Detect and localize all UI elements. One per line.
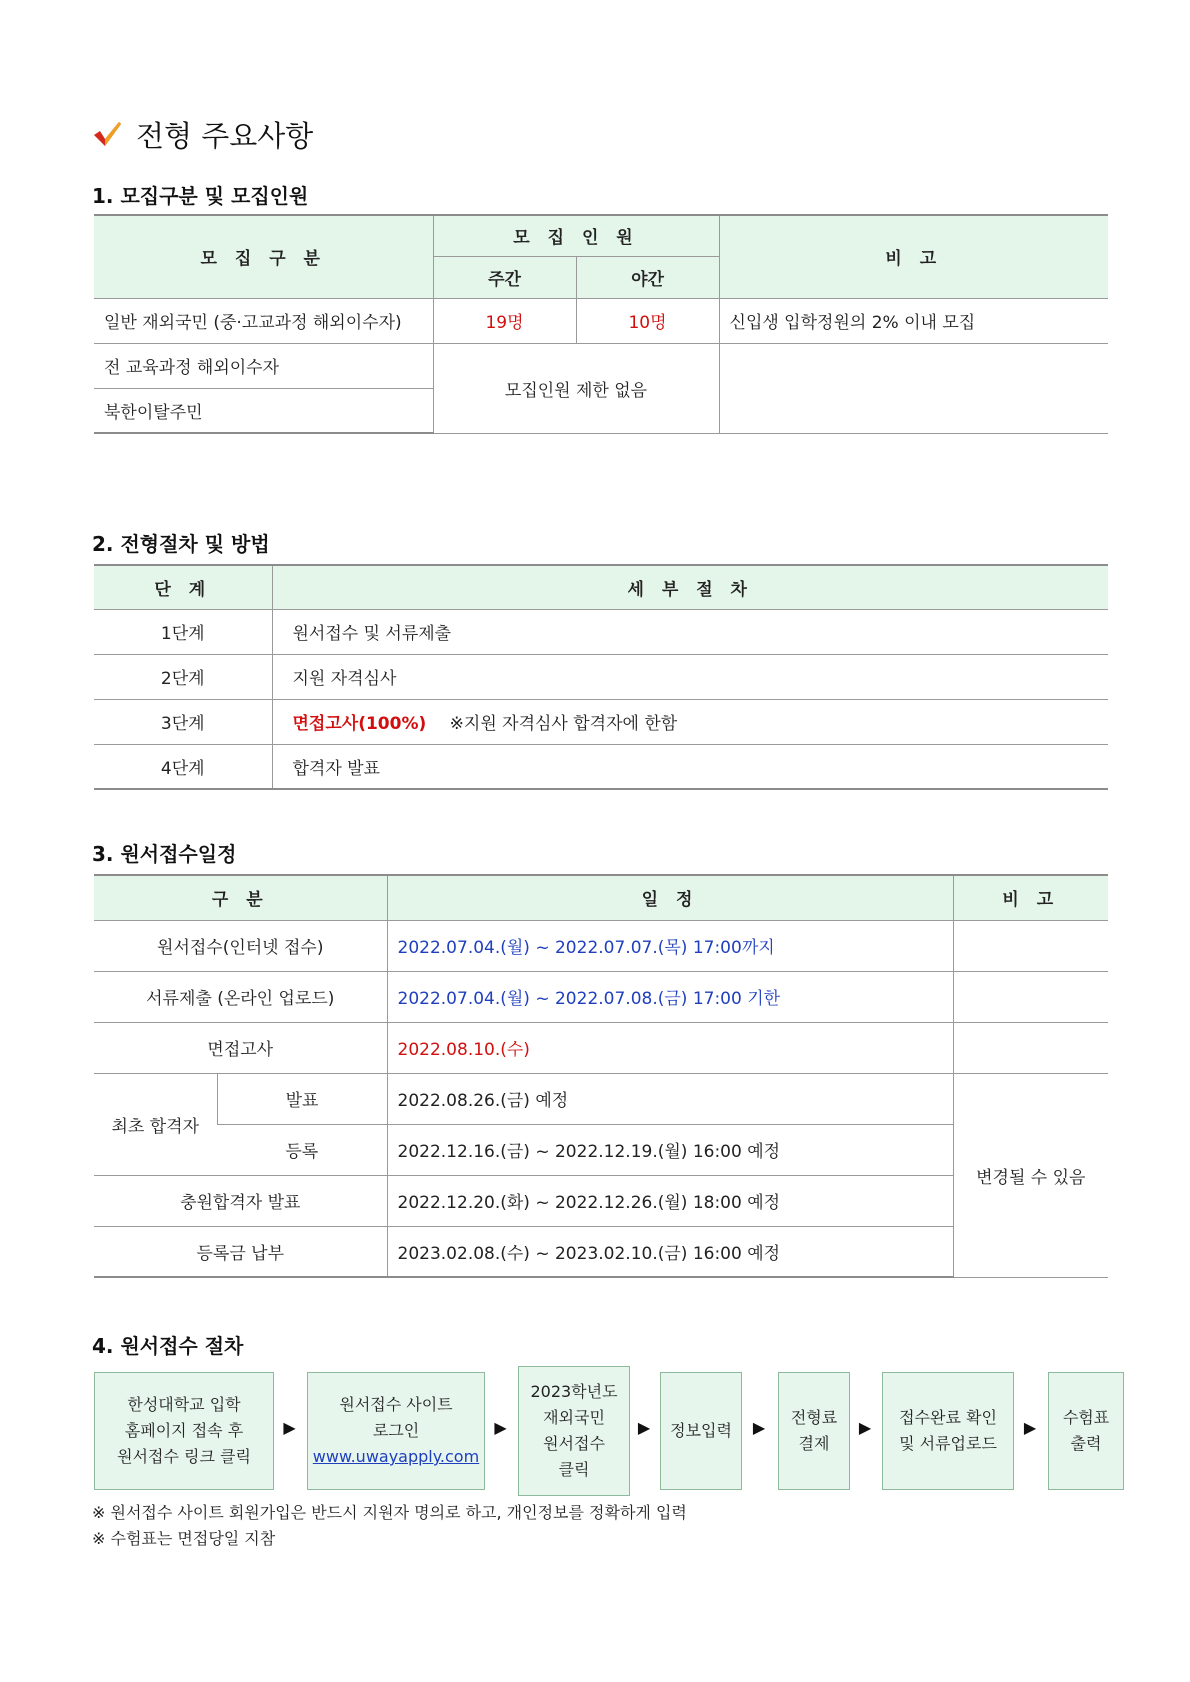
apply-site-link[interactable]: www.uwayapply.com xyxy=(312,1447,480,1466)
procedure-table xyxy=(94,564,1108,790)
header-quota: 모 집 인 원 xyxy=(433,215,719,256)
detail-cell: 지원 자격심사 xyxy=(272,654,1108,699)
date-cell: 2022.12.16.(금) ~ 2022.12.19.(월) 16:00 예정 xyxy=(387,1124,953,1175)
step-line: 수험표 xyxy=(1062,1408,1110,1427)
flow-step-print-ticket xyxy=(1048,1372,1124,1490)
stage-cell: 1단계 xyxy=(94,609,272,654)
table-row xyxy=(94,1073,1108,1124)
application-flow xyxy=(94,1372,1108,1490)
interview-highlight: 면접고사(100%) xyxy=(292,714,427,734)
table-row xyxy=(94,920,1108,971)
table-row xyxy=(94,744,1108,789)
note-line: ※ 원서접수 사이트 회원가입은 반드시 지원자 명의로 하고, 개인정보를 정확하게 입력 xyxy=(92,1503,687,1522)
stage-cell: 2단계 xyxy=(94,654,272,699)
category-cell: 일반 재외국민 (중·고교과정 해외이수자) xyxy=(94,298,433,343)
arrow-right-icon: ▶ xyxy=(494,1418,507,1437)
table-row xyxy=(94,654,1108,699)
change-note-cell: 변경될 수 있음 xyxy=(953,1073,1108,1277)
header-category: 구 분 xyxy=(94,875,387,920)
notes xyxy=(92,1500,687,1552)
date-cell: 2022.07.04.(월) ~ 2022.07.07.(목) 17:00까지 xyxy=(387,920,953,971)
step-line: 원서접수 링크 클릭 xyxy=(117,1447,251,1466)
note-cell-empty xyxy=(953,920,1108,971)
flow-step-homepage xyxy=(94,1372,274,1490)
flow-step-click-apply xyxy=(518,1366,630,1496)
section-4-title: 4. 원서접수 절차 xyxy=(92,1334,244,1358)
no-limit-cell: 모집인원 제한 없음 xyxy=(433,343,719,433)
step-line: 홈페이지 접속 후 xyxy=(124,1421,244,1440)
checkmark-icon xyxy=(92,119,122,149)
header-day: 주간 xyxy=(433,256,576,298)
arrow-right-icon: ▶ xyxy=(637,1418,651,1437)
date-cell: 2022.12.20.(화) ~ 2022.12.26.(월) 18:00 예정 xyxy=(387,1175,953,1226)
section-3-title: 3. 원서접수일정 xyxy=(92,842,237,866)
quota-table xyxy=(94,214,1108,434)
detail-cell xyxy=(272,699,1108,744)
date-cell: 2022.08.10.(수) xyxy=(387,1022,953,1073)
flow-step-login xyxy=(307,1372,485,1490)
table-row xyxy=(94,699,1108,744)
category-cell: 전 교육과정 해외이수자 xyxy=(94,343,433,388)
step-line: 정보입력 xyxy=(670,1421,732,1440)
category-cell: 원서접수(인터넷 접수) xyxy=(94,920,387,971)
header-category: 모 집 구 분 xyxy=(94,215,433,298)
table-row xyxy=(94,609,1108,654)
header-date: 일 정 xyxy=(387,875,953,920)
header-night: 야간 xyxy=(576,256,719,298)
sub-category-cell: 발표 xyxy=(217,1073,387,1124)
note-cell-empty xyxy=(953,1022,1108,1073)
step-line: 전형료 xyxy=(790,1408,838,1427)
table-row xyxy=(94,1022,1108,1073)
step-line: 클릭 xyxy=(558,1460,590,1479)
category-cell: 서류제출 (온라인 업로드) xyxy=(94,971,387,1022)
arrow-right-icon: ▶ xyxy=(752,1418,766,1437)
arrow-right-icon: ▶ xyxy=(283,1418,296,1437)
note-cell-empty xyxy=(719,343,1108,433)
night-quota: 10명 xyxy=(576,298,719,343)
main-title xyxy=(92,112,313,156)
schedule-table xyxy=(94,874,1108,1278)
table-row xyxy=(94,343,1108,388)
header-detail: 세 부 절 차 xyxy=(272,565,1108,609)
step-line: 2023학년도 xyxy=(530,1382,618,1401)
note-cell-empty xyxy=(953,971,1108,1022)
step-line: 로그인 xyxy=(372,1421,420,1440)
category-cell: 등록금 납부 xyxy=(94,1226,387,1277)
stage-cell: 3단계 xyxy=(94,699,272,744)
section-2-title: 2. 전형절차 및 방법 xyxy=(92,532,270,556)
date-cell: 2022.07.04.(월) ~ 2022.07.08.(금) 17:00 기한 xyxy=(387,971,953,1022)
header-note: 비 고 xyxy=(719,215,1108,298)
category-cell: 충원합격자 발표 xyxy=(94,1175,387,1226)
note-line: ※ 수험표는 면접당일 지참 xyxy=(92,1529,276,1548)
detail-note: ※지원 자격심사 합격자에 한함 xyxy=(449,714,678,734)
table-row xyxy=(94,298,1108,343)
step-line: 한성대학교 입학 xyxy=(127,1395,241,1414)
step-line: 재외국민 xyxy=(543,1408,605,1427)
flow-step-info-input xyxy=(660,1372,742,1490)
main-title-text: 전형 주요사항 xyxy=(136,118,314,153)
category-cell: 면접고사 xyxy=(94,1022,387,1073)
sub-category-cell: 등록 xyxy=(217,1124,387,1175)
detail-cell: 합격자 발표 xyxy=(272,744,1108,789)
step-line: 원서접수 사이트 xyxy=(339,1395,453,1414)
date-cell: 2023.02.08.(수) ~ 2023.02.10.(금) 16:00 예정 xyxy=(387,1226,953,1277)
arrow-right-icon: ▶ xyxy=(1023,1418,1037,1437)
step-line: 출력 xyxy=(1070,1434,1102,1453)
stage-cell: 4단계 xyxy=(94,744,272,789)
header-stage: 단 계 xyxy=(94,565,272,609)
step-line: 원서접수 xyxy=(543,1434,605,1453)
note-cell: 신입생 입학정원의 2% 이내 모집 xyxy=(719,298,1108,343)
date-cell: 2022.08.26.(금) 예정 xyxy=(387,1073,953,1124)
section-1-title: 1. 모집구분 및 모집인원 xyxy=(92,184,309,208)
header-note: 비 고 xyxy=(953,875,1108,920)
table-row xyxy=(94,971,1108,1022)
category-cell: 북한이탈주민 xyxy=(94,388,433,433)
flow-step-confirm-upload xyxy=(882,1372,1014,1490)
arrow-right-icon: ▶ xyxy=(858,1418,872,1437)
step-line: 접수완료 확인 xyxy=(899,1408,997,1427)
detail-cell: 원서접수 및 서류제출 xyxy=(272,609,1108,654)
step-line: 결제 xyxy=(798,1434,830,1453)
step-line: 및 서류업로드 xyxy=(899,1434,997,1453)
flow-step-payment xyxy=(778,1372,850,1490)
first-pass-cell: 최초 합격자 xyxy=(94,1073,217,1175)
day-quota: 19명 xyxy=(433,298,576,343)
